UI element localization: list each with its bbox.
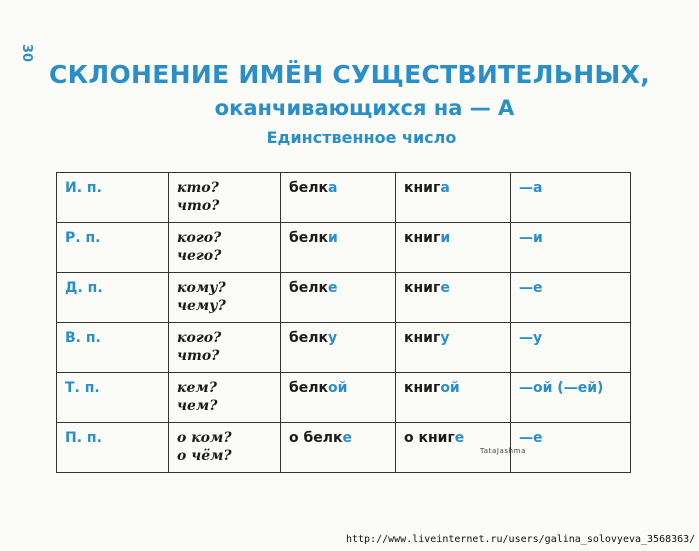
word-ending: и (328, 230, 338, 246)
page-title: СКЛОНЕНИЕ ИМЁН СУЩЕСТВИТЕЛЬНЫХ, (49, 60, 650, 89)
case-question: что? (177, 348, 220, 364)
case-ending: —у (511, 323, 631, 373)
case-ending: —е (511, 423, 631, 473)
case-ending: —и (511, 223, 631, 273)
case-ending: —а (511, 173, 631, 223)
word-ending: е (454, 430, 465, 446)
example-word-kniga (396, 273, 511, 323)
example-word-kniga (396, 223, 511, 273)
word-stem: белк (289, 280, 329, 296)
case-label: И. п. (57, 173, 169, 223)
table-row (57, 173, 631, 223)
case-question: что? (177, 198, 220, 214)
case-questions (169, 423, 281, 473)
case-question: о ком? (177, 430, 232, 446)
case-ending: —е (511, 273, 631, 323)
case-question: о чём? (177, 448, 232, 464)
word-stem: книг (404, 280, 441, 296)
word-stem: о книг (404, 430, 455, 446)
example-word-belka (281, 273, 396, 323)
example-word-belka (281, 223, 396, 273)
word-stem: белк (289, 380, 329, 396)
page-number: 30 (19, 44, 34, 63)
word-ending: е (440, 280, 450, 296)
case-label: П. п. (57, 423, 169, 473)
word-ending: у (328, 330, 338, 346)
example-word-kniga (396, 373, 511, 423)
example-word-kniga (396, 173, 511, 223)
case-question: чего? (177, 248, 222, 264)
case-question: кого? (177, 330, 222, 346)
word-stem: белк (289, 180, 329, 196)
source-url: http://www.liveinternet.ru/users/galina_solovyeva_3568363/ (346, 534, 696, 545)
word-stem: о белк (289, 430, 343, 446)
word-stem: книг (404, 330, 441, 346)
case-question: чему? (177, 298, 226, 314)
word-stem: книг (404, 230, 441, 246)
case-questions (169, 373, 281, 423)
page-title-line2: оканчивающихся на — А (214, 96, 515, 120)
case-question: чем? (177, 398, 218, 414)
example-word-belka (281, 423, 396, 473)
word-ending: и (440, 230, 451, 246)
case-label: Д. п. (57, 273, 169, 323)
case-label: Р. п. (57, 223, 169, 273)
case-label: Т. п. (57, 373, 169, 423)
example-word-belka (281, 323, 396, 373)
example-word-belka (281, 173, 396, 223)
watermark: TataJashma (480, 447, 526, 455)
table-row (57, 373, 631, 423)
table-row (57, 273, 631, 323)
word-ending: а (328, 180, 338, 196)
case-question: кого? (177, 230, 222, 246)
word-ending: е (328, 280, 338, 296)
table-row (57, 223, 631, 273)
word-stem: книг (404, 180, 441, 196)
case-label: В. п. (57, 323, 169, 373)
word-stem: белк (289, 330, 329, 346)
word-ending: ой (328, 380, 348, 396)
case-questions (169, 223, 281, 273)
declension-table (56, 172, 631, 473)
word-stem: белк (289, 230, 329, 246)
word-stem: книг (404, 380, 441, 396)
case-ending: —ой (—ей) (511, 373, 631, 423)
word-ending: е (342, 430, 353, 446)
page-subtitle: Единственное число (266, 128, 457, 147)
case-question: кто? (177, 180, 219, 196)
table-row (57, 323, 631, 373)
example-word-belka (281, 373, 396, 423)
word-ending: у (440, 330, 450, 346)
table-row (57, 423, 631, 473)
word-ending: ой (440, 380, 460, 396)
case-question: кем? (177, 380, 217, 396)
case-questions (169, 273, 281, 323)
case-question: кому? (177, 280, 226, 296)
word-ending: а (440, 180, 450, 196)
example-word-kniga (396, 323, 511, 373)
case-questions (169, 323, 281, 373)
case-questions (169, 173, 281, 223)
